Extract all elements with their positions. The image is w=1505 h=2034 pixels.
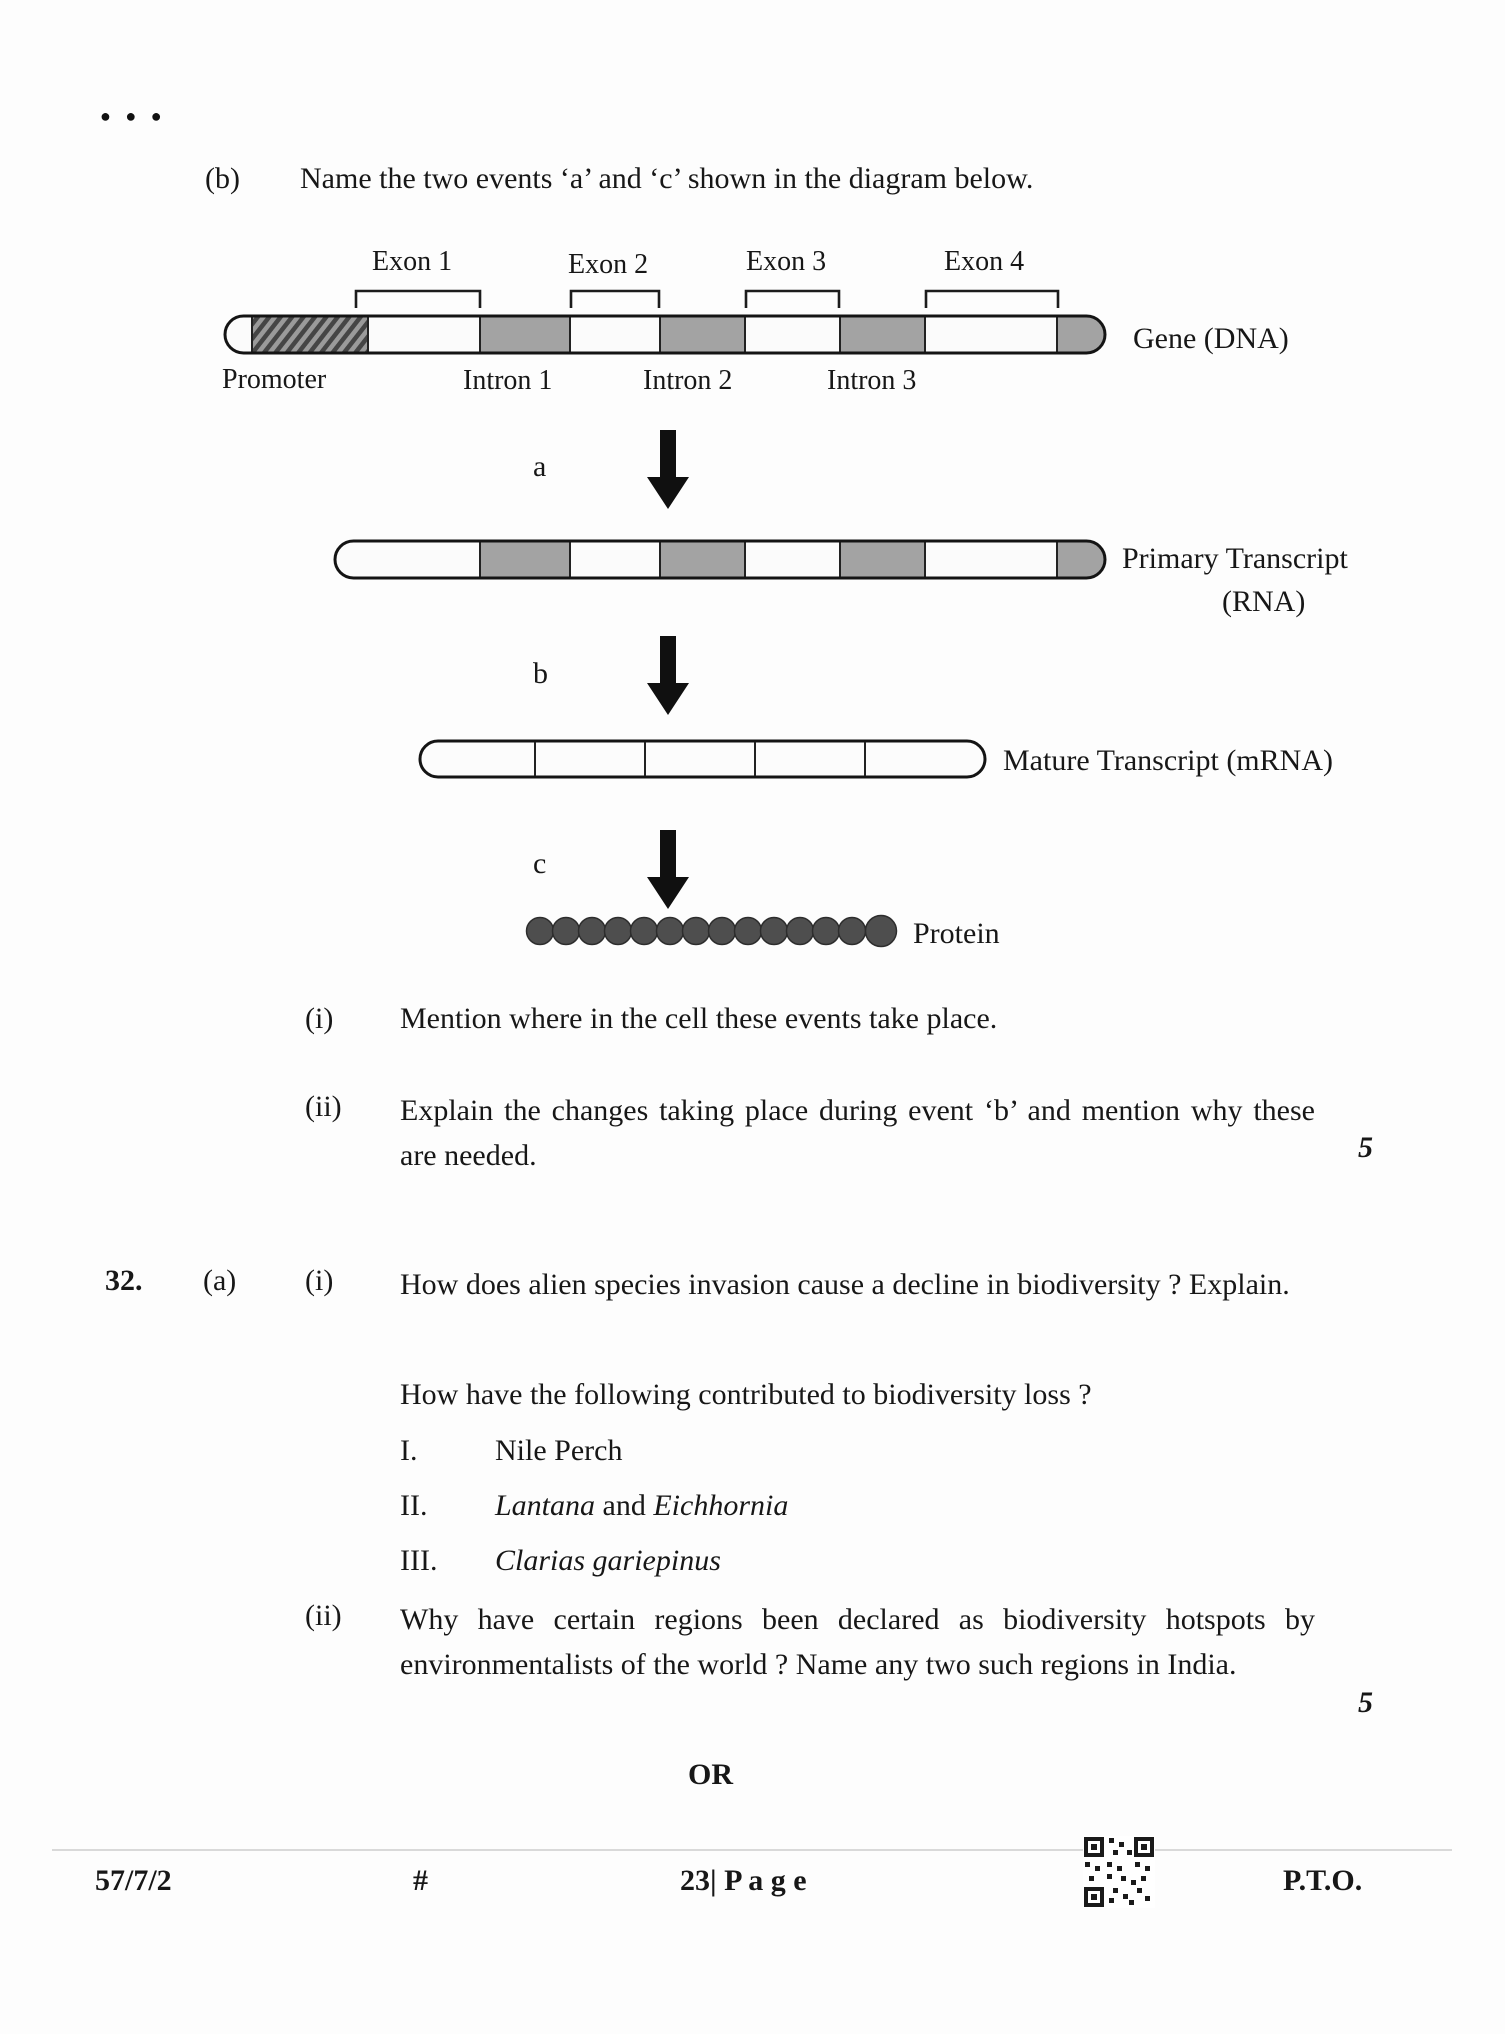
intron-3-segment — [840, 316, 925, 353]
gene-dna-label: Gene (DNA) — [1133, 322, 1289, 355]
species-name-lantana: Lantana — [495, 1489, 596, 1522]
sub-question-ii-label: (ii) — [305, 1090, 342, 1123]
event-c-label: c — [533, 847, 547, 880]
question-b-text: Name the two events ‘a’ and ‘c’ shown in the diagram below. — [300, 162, 1034, 195]
exon-2-label: Exon 2 — [568, 249, 649, 280]
arrow-b-icon — [647, 636, 689, 715]
question-32-prompt: How have the following contributed to biodiversity loss ? — [400, 1378, 1092, 1411]
sub-question-ii-text: Explain the changes taking place during event ‘b’ and mention why these are needed. — [400, 1094, 1315, 1172]
or-separator: OR — [688, 1758, 733, 1791]
promoter-segment — [252, 316, 368, 353]
question-b-label: (b) — [205, 162, 240, 195]
arrow-c-icon — [647, 830, 689, 909]
sub-question-i-label: (i) — [305, 1002, 334, 1035]
exon-3-label: Exon 3 — [746, 246, 827, 277]
list-item-2-numeral: II. — [400, 1489, 428, 1522]
list-item-2-conjunction: and — [595, 1489, 654, 1522]
intron-3-label: Intron 3 — [827, 365, 917, 396]
list-item-2-text — [495, 1487, 788, 1524]
footer-page-number: 23| P a g e — [680, 1864, 807, 1897]
question-32-sub-i-label: (i) — [305, 1264, 334, 1297]
question-32-sub-ii-label: (ii) — [305, 1599, 342, 1632]
event-a-label: a — [533, 450, 547, 483]
promoter-label: Promoter — [222, 364, 327, 395]
intron-1-label: Intron 1 — [463, 365, 553, 396]
sub-question-i-text: Mention where in the cell these events take place. — [400, 1002, 998, 1035]
list-item-1-text: Nile Perch — [495, 1434, 623, 1467]
question-32-number: 32. — [105, 1264, 143, 1297]
marks-question-b: 5 — [1358, 1131, 1373, 1164]
exon-brackets — [356, 291, 1058, 308]
question-32-part-a-label: (a) — [203, 1264, 237, 1297]
list-item-3-numeral: III. — [400, 1544, 438, 1577]
exon-1-label: Exon 1 — [372, 246, 453, 277]
mature-transcript-bar — [420, 741, 985, 777]
qr-code — [1083, 1836, 1155, 1908]
intron-1-segment — [480, 316, 570, 353]
question-32-sub-ii-text: Why have certain regions been declared as biodiversity hotspots by environmentalists of the world ? Name any two such regions in India. — [400, 1603, 1315, 1681]
arrow-a-icon — [647, 430, 689, 509]
footer-pto: P.T.O. — [1283, 1864, 1363, 1897]
list-item-1-numeral: I. — [400, 1434, 418, 1467]
intron-2-segment — [660, 316, 745, 353]
intron-2-label: Intron 2 — [643, 365, 733, 396]
species-name-eichhornia: Eichhornia — [653, 1489, 789, 1522]
protein-bead-chain — [527, 916, 897, 947]
question-32-sub-i-text: How does alien species invasion cause a decline in biodiversity ? Explain. — [400, 1268, 1290, 1301]
primary-transcript-label: Primary Transcript — [1122, 542, 1348, 575]
gene-dna-bar — [225, 316, 1105, 353]
corner-dots-marker: ● ● ● — [100, 106, 167, 126]
marks-question-32: 5 — [1358, 1686, 1373, 1719]
list-item-3-text: Clarias gariepinus — [495, 1544, 721, 1577]
footer-hash: # — [413, 1864, 428, 1897]
protein-label: Protein — [913, 917, 1000, 950]
mature-transcript-label: Mature Transcript (mRNA) — [1003, 744, 1333, 777]
event-b-label: b — [533, 657, 548, 690]
exon-4-label: Exon 4 — [944, 246, 1025, 277]
primary-transcript-rna-label: (RNA) — [1222, 585, 1306, 618]
footer-paper-code: 57/7/2 — [95, 1864, 172, 1897]
primary-transcript-bar — [335, 541, 1105, 578]
